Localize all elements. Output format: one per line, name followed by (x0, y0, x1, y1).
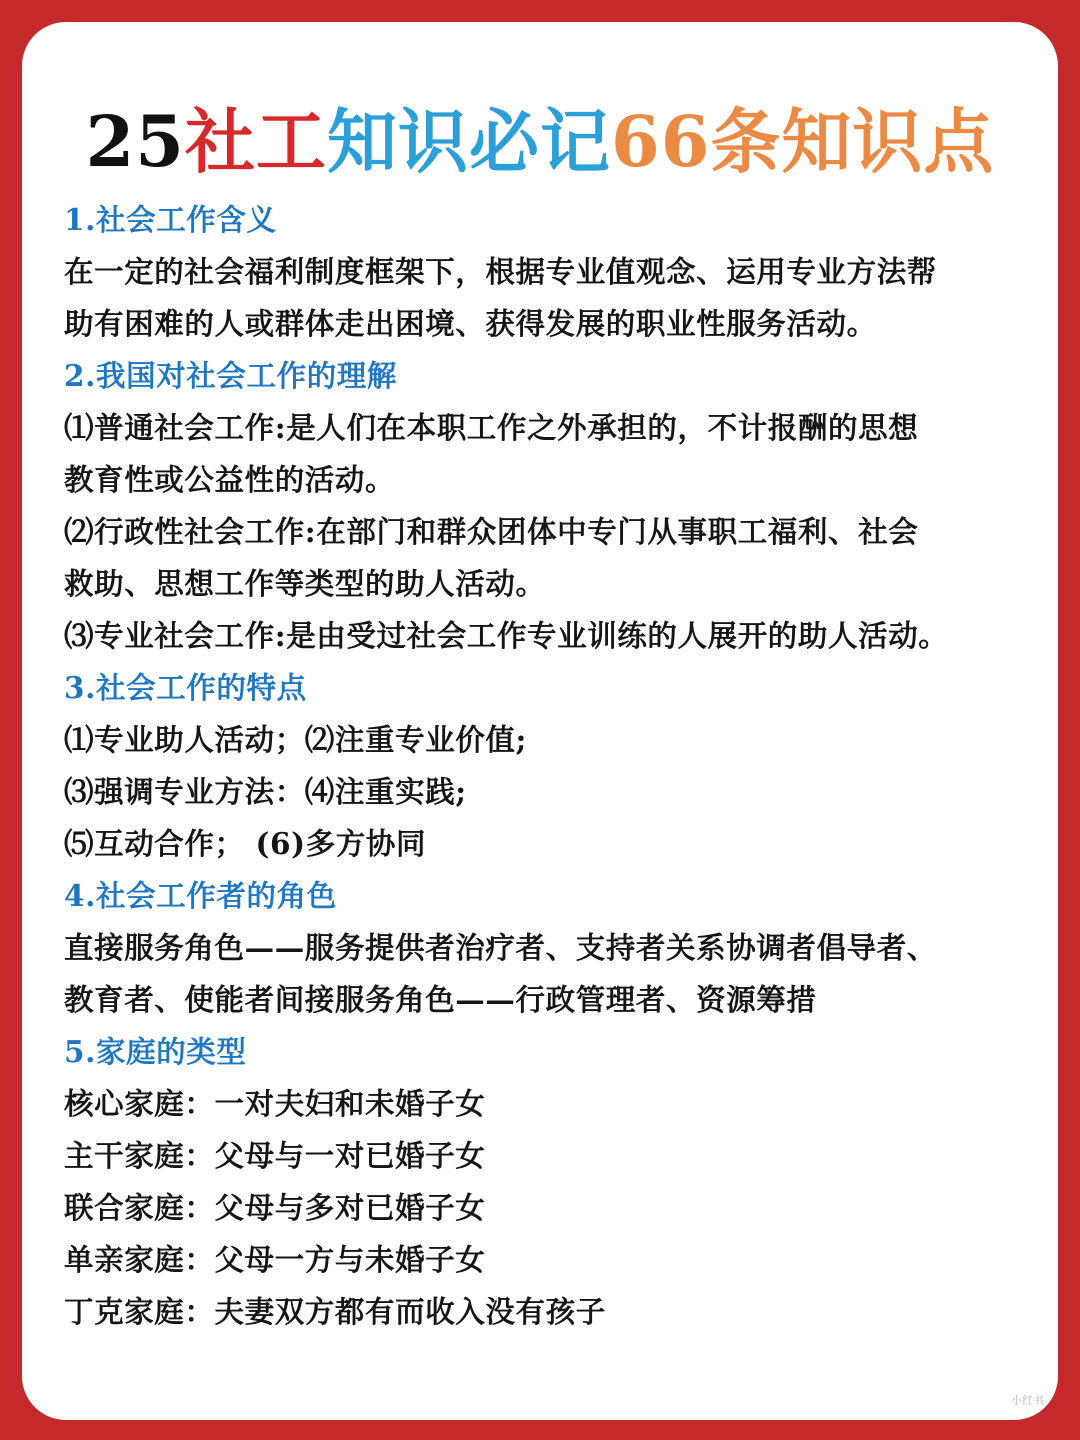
body-line: 主干家庭：父母与一对已婚子女 (64, 1138, 486, 1173)
body-line: 单亲家庭：父母一方与未婚子女 (64, 1242, 486, 1277)
section-heading: 2.我国对社会工作的理解 (64, 358, 397, 393)
title-number: 25 (85, 100, 185, 183)
content-card (22, 22, 1058, 1420)
body-line: 教育者、使能者间接服务角色——行政管理者、资源筹措 (64, 982, 817, 1017)
body-line: 在一定的社会福利制度框架下，根据专业值观念、运用专业方法帮 (64, 254, 937, 289)
page-title (22, 100, 1058, 184)
section-heading: 1.社会工作含义 (64, 202, 277, 237)
body-line: ⑶强调专业方法：⑷注重实践; (64, 774, 467, 809)
body-line: 核心家庭：一对夫妇和未婚子女 (64, 1086, 486, 1121)
watermark: 小红书 (1011, 1394, 1044, 1407)
body-line: ⑴专业助人活动；⑵注重专业价值; (64, 722, 527, 757)
title-social-work: 社工 (185, 100, 327, 183)
body-line: ⑶专业社会工作:是由受过社会工作专业训练的人展开的助人活动。 (64, 618, 949, 653)
body-line: ⑸互动合作； (6)多方协同 (64, 826, 427, 861)
body-line: 教育性或公益性的活动。 (64, 462, 396, 497)
body-line: ⑴普通社会工作:是人们在本职工作之外承担的，不计报酬的思想 (64, 410, 919, 445)
body-line: 救助、思想工作等类型的助人活动。 (64, 566, 546, 601)
title-knowledge: 知识必记 (327, 100, 611, 183)
body-line: 直接服务角色——服务提供者治疗者、支持者关系协调者倡导者、 (64, 930, 937, 965)
body-line: 丁克家庭：夫妻双方都有而收入没有孩子 (64, 1294, 606, 1329)
note-content (64, 194, 1044, 1338)
title-count: 66条知识点 (611, 100, 995, 183)
body-line: ⑵行政性社会工作:在部门和群众团体中专门从事职工福利、社会 (64, 514, 919, 549)
body-line: 助有困难的人或群体走出困境、获得发展的职业性服务活动。 (64, 306, 877, 341)
section-heading: 3.社会工作的特点 (64, 670, 307, 705)
section-heading: 4.社会工作者的角色 (64, 878, 337, 913)
body-line: 联合家庭：父母与多对已婚子女 (64, 1190, 486, 1225)
section-heading: 5.家庭的类型 (64, 1034, 247, 1069)
